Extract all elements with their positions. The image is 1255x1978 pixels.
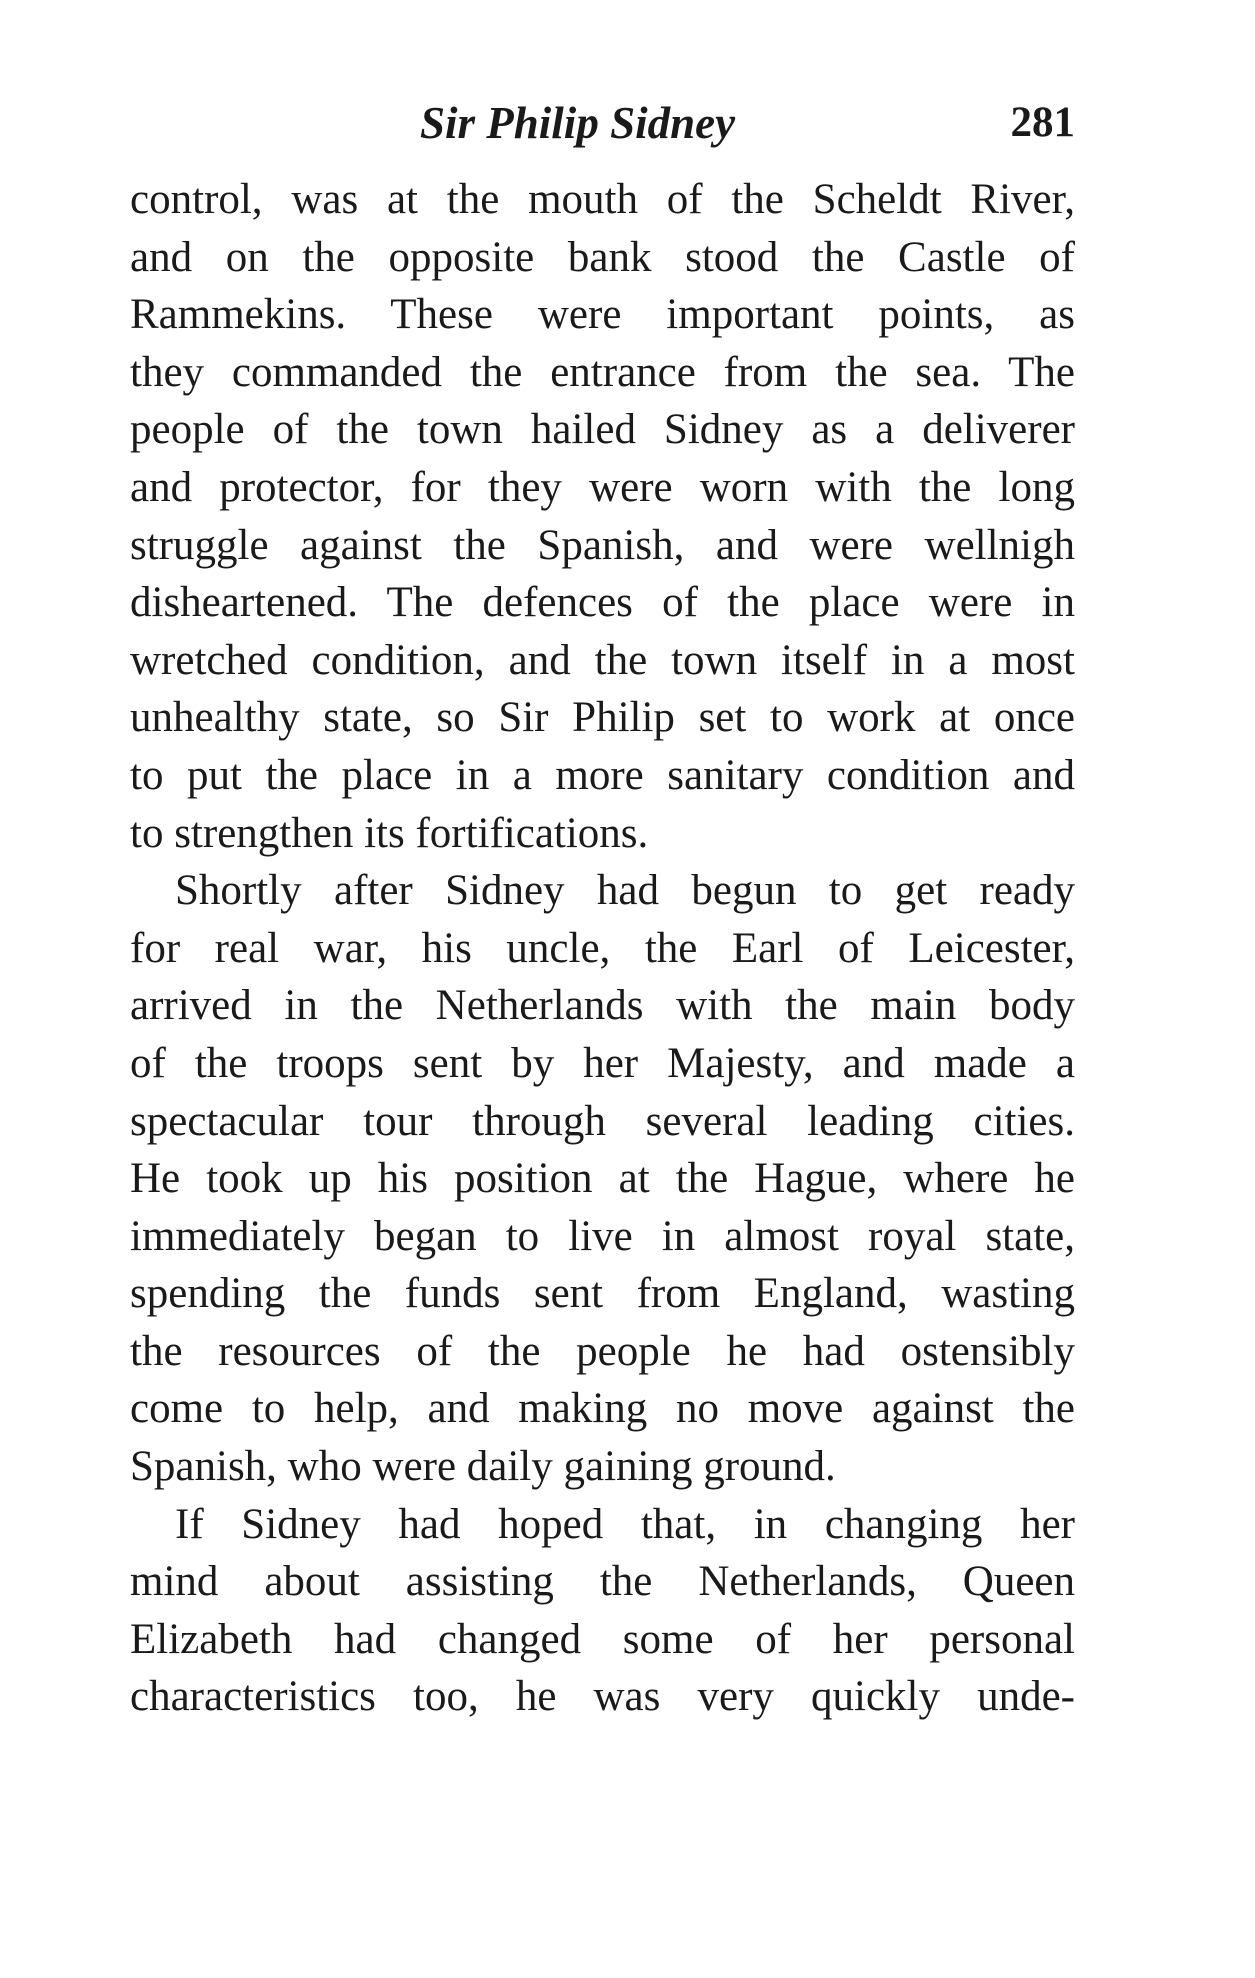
text-line: struggle against the Spanish, and were wellnigh — [130, 521, 1075, 569]
text-line: If Sidney had hoped that, in changing her — [175, 1500, 1075, 1548]
text-line: Elizabeth had changed some of her personal — [130, 1615, 1075, 1663]
running-title: Sir Philip Sidney — [420, 98, 736, 148]
text-line: spectacular tour through several leading cities. — [130, 1097, 1075, 1145]
text-line: He took up his position at the Hague, where he — [130, 1155, 1075, 1203]
text-line: unhealthy state, so Sir Philip set to work at once — [130, 694, 1075, 742]
text-line: for real war, his uncle, the Earl of Leicester, — [130, 924, 1075, 972]
body-text — [130, 171, 1075, 1726]
running-head — [130, 88, 1075, 158]
text-line: Shortly after Sidney had begun to get ready — [175, 867, 1075, 915]
text-line: of the troops sent by her Majesty, and made a — [130, 1039, 1075, 1087]
text-line: control, was at the mouth of the Scheldt River, — [130, 176, 1075, 223]
text-line: and on the opposite bank stood the Castle of — [130, 233, 1075, 281]
text-line: and protector, for they were worn with the long — [130, 463, 1075, 511]
text-line: mind about assisting the Netherlands, Queen — [130, 1558, 1075, 1606]
page-number: 281 — [1010, 99, 1075, 146]
text-line: to strengthen its fortifications. — [130, 809, 649, 857]
text-line: they commanded the entrance from the sea. The — [130, 348, 1075, 396]
text-line: characteristics too, he was very quickly unde- — [130, 1673, 1075, 1721]
text-line: spending the funds sent from England, wasting — [130, 1270, 1075, 1318]
text-line: come to help, and making no move against the — [130, 1385, 1075, 1433]
text-line: wretched condition, and the town itself in a most — [130, 636, 1075, 684]
text-line: disheartened. The defences of the place were in — [130, 579, 1075, 627]
text-line: arrived in the Netherlands with the main body — [130, 982, 1075, 1030]
text-line: Rammekins. These were important points, as — [130, 291, 1075, 339]
text-line: the resources of the people he had ostensibly — [130, 1327, 1075, 1375]
text-line: Spanish, who were daily gaining ground. — [130, 1443, 836, 1491]
text-line: to put the place in a more sanitary condition and — [130, 751, 1075, 799]
text-line: immediately began to live in almost royal state, — [130, 1212, 1075, 1260]
text-line: people of the town hailed Sidney as a deliverer — [130, 406, 1075, 454]
